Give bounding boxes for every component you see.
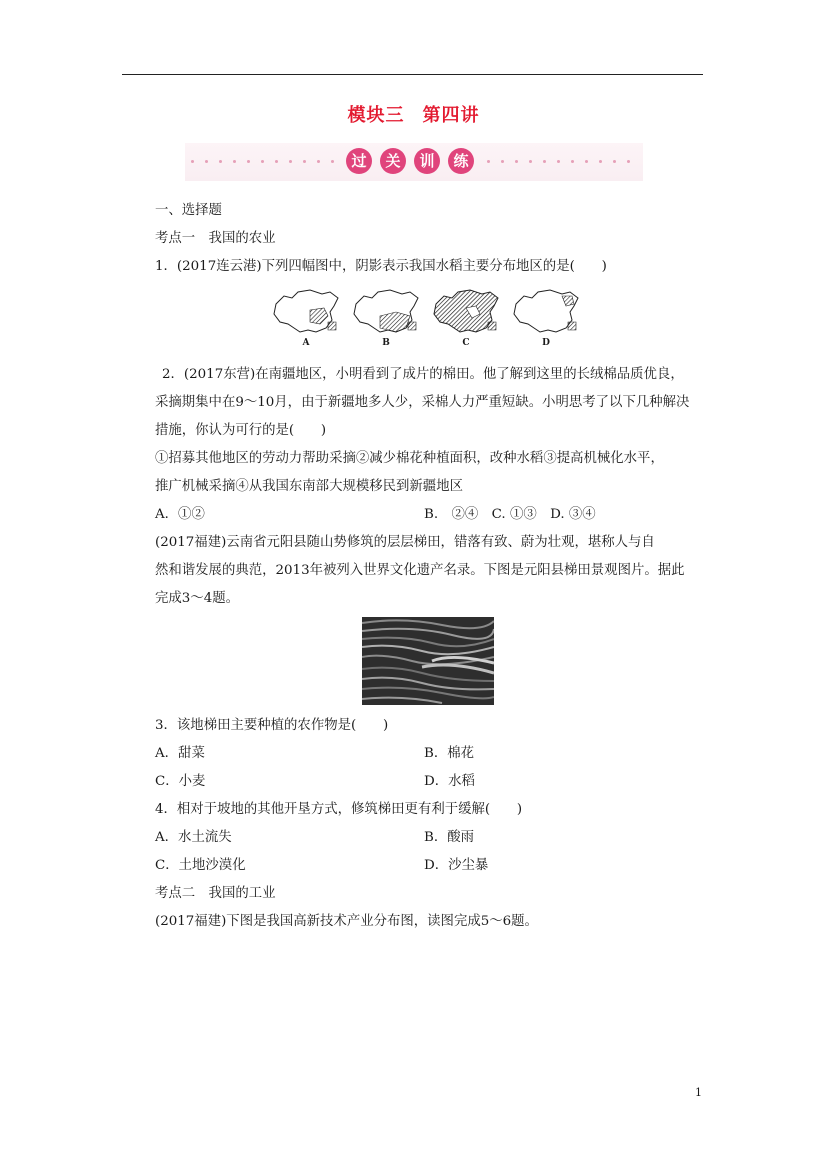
title-module: 模块三 xyxy=(347,105,405,126)
banner-dot xyxy=(205,160,208,163)
question-3: 3．该地梯田主要种植的农作物是( ) xyxy=(155,718,389,733)
question-3-option-a: A．甜菜 xyxy=(155,746,205,761)
china-map-b xyxy=(350,288,422,334)
banner-dot xyxy=(331,160,334,163)
banner-dot xyxy=(487,160,490,163)
topic-heading-1: 考点一 我国的农业 xyxy=(155,231,276,246)
banner-dot xyxy=(557,160,560,163)
passage-1-line-2: 然和谐发展的典范，2013年被列入世界文化遗产名录。下图是元阳县梯田景观图片。据此 xyxy=(155,563,685,578)
question-2-line-2: 采摘期集中在9～10月，由于新疆地多人少，采棉人力严重短缺。小明思考了以下几种解决 xyxy=(155,395,690,410)
passage-2: (2017福建)下图是我国高新技术产业分布图，读图完成5～6题。 xyxy=(155,914,538,929)
page-number: 1 xyxy=(695,1086,702,1099)
question-2-line-3: 措施，你认为可行的是( ) xyxy=(155,423,327,438)
banner-dot xyxy=(191,160,194,163)
china-map-d xyxy=(510,288,582,334)
banner-dot xyxy=(613,160,616,163)
question-1: 1．(2017连云港)下列四幅图中，阴影表示我国水稻主要分布地区的是( ) xyxy=(155,259,607,274)
banner-dot xyxy=(303,160,306,163)
title-lecture: 第四讲 xyxy=(422,105,480,126)
question-3-option-b: B．棉花 xyxy=(424,746,475,761)
china-maps-figure xyxy=(270,288,590,354)
map-label-b: B xyxy=(382,338,390,348)
banner-dot xyxy=(289,160,292,163)
china-map-a xyxy=(270,288,342,334)
banner-dot xyxy=(529,160,532,163)
banner-dot xyxy=(261,160,264,163)
banner-dot xyxy=(317,160,320,163)
banner-dot xyxy=(515,160,518,163)
banner-dot xyxy=(627,160,630,163)
banner-dot xyxy=(543,160,546,163)
banner-dot xyxy=(571,160,574,163)
banner-badge-4: 练 xyxy=(448,148,474,174)
banner-dot xyxy=(599,160,602,163)
banner-badge-2: 关 xyxy=(380,148,406,174)
question-2-options-bcd: B. ②④ C. ①③ D. ③④ xyxy=(424,507,596,522)
page-title xyxy=(0,101,827,127)
question-2-option-a: A．①② xyxy=(155,507,205,522)
topic-heading-2: 考点二 我国的工业 xyxy=(155,886,276,901)
passage-1-line-3: 完成3～4题。 xyxy=(155,591,239,606)
question-2-line-1: 2．(2017东营)在南疆地区，小明看到了成片的棉田。他了解到这里的长绒棉品质优良， xyxy=(162,367,684,382)
question-4-option-d: D．沙尘暴 xyxy=(424,858,489,873)
banner-dot xyxy=(219,160,222,163)
banner-dot xyxy=(247,160,250,163)
china-map-c xyxy=(430,288,502,334)
question-4-option-c: C．土地沙漠化 xyxy=(155,858,246,873)
banner-badge-3: 训 xyxy=(414,148,440,174)
passage-1-line-1: (2017福建)云南省元阳县随山势修筑的层层梯田，错落有致、蔚为壮观，堪称人与自 xyxy=(155,535,655,550)
map-label-c: C xyxy=(462,338,470,348)
banner-dot xyxy=(585,160,588,163)
header-rule xyxy=(122,74,703,75)
question-3-option-c: C．小麦 xyxy=(155,774,206,789)
question-4: 4．相对于坡地的其他开垦方式，修筑梯田更有利于缓解( ) xyxy=(155,802,523,817)
banner-dot xyxy=(501,160,504,163)
question-2-line-5: 推广机械采摘④从我国东南部大规模移民到新疆地区 xyxy=(155,479,463,494)
map-label-a: A xyxy=(302,338,310,348)
section-heading: 一、选择题 xyxy=(155,203,222,218)
map-label-d: D xyxy=(542,338,550,348)
banner-badge-1: 过 xyxy=(346,148,372,174)
terrace-photo xyxy=(362,617,494,705)
question-2-line-4: ①招募其他地区的劳动力帮助采摘②减少棉花种植面积，改种水稻③提高机械化水平， xyxy=(155,451,664,466)
question-4-option-b: B．酸雨 xyxy=(424,830,475,845)
question-4-option-a: A．水土流失 xyxy=(155,830,232,845)
banner-dot xyxy=(275,160,278,163)
banner-dot xyxy=(233,160,236,163)
question-3-option-d: D．水稻 xyxy=(424,774,475,789)
practice-banner xyxy=(185,143,643,181)
